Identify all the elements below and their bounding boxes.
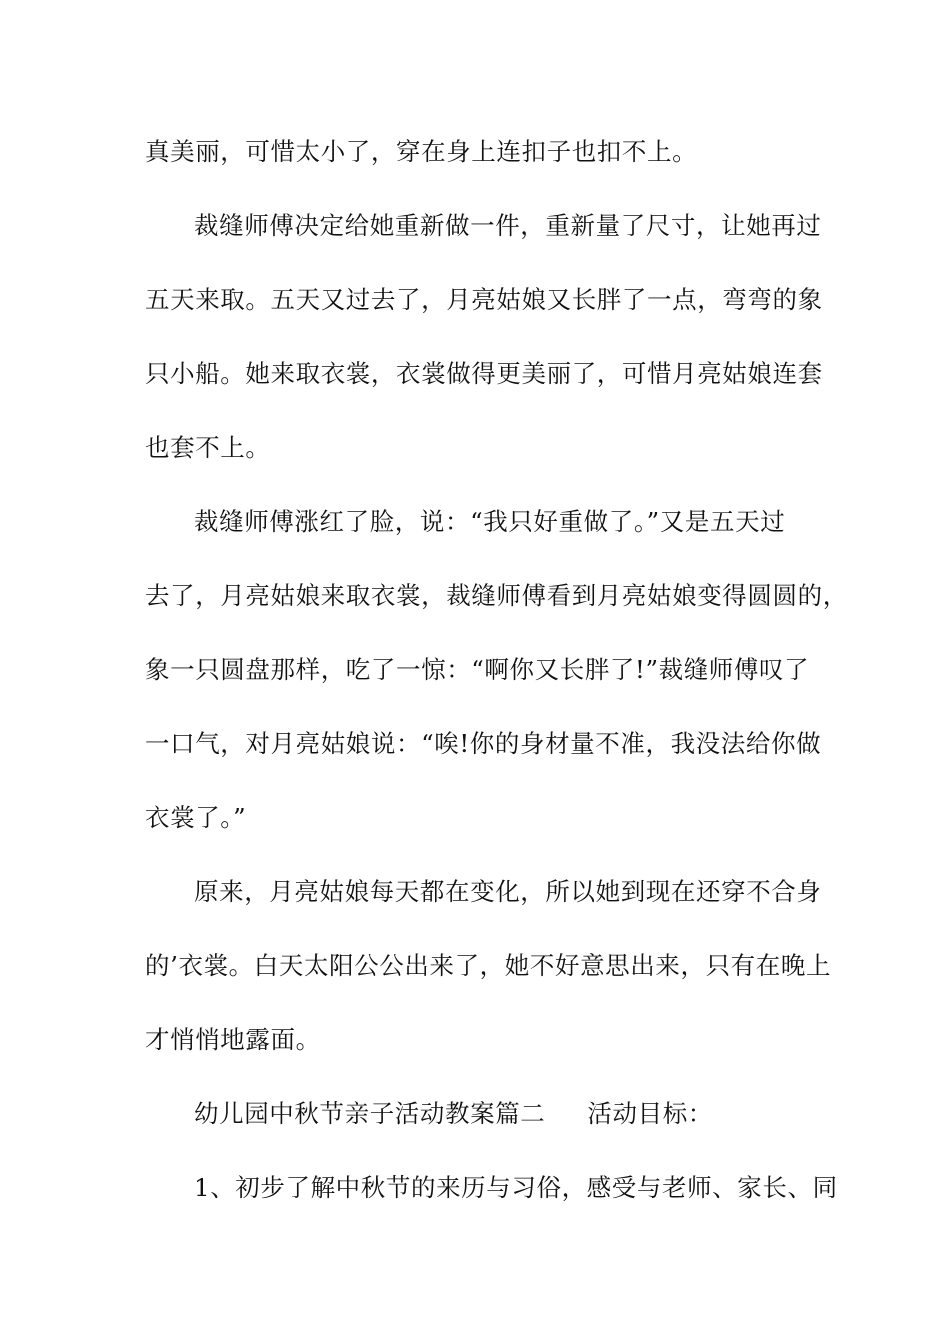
text-line-5: 也套不上。 <box>145 433 271 462</box>
section-heading <box>194 1099 894 1129</box>
text-line-8: 象一只圆盘那样，吃了一惊：“啊你又长胖了!”裁缝师傅叹了 <box>145 655 810 684</box>
text-line-2: 裁缝师傅决定给她重新做一件，重新量了尺寸，让她再过 <box>194 211 822 240</box>
section-subtitle: 活动目标： <box>587 1099 713 1128</box>
text-line-1: 真美丽，可惜太小了，穿在身上连扣子也扣不上。 <box>145 137 698 166</box>
text-line-12: 的’衣裳。白天太阳公公出来了，她不好意思出来，只有在晚上 <box>145 951 832 980</box>
text-line-3: 五天来取。五天又过去了，月亮姑娘又长胖了一点，弯弯的象 <box>145 285 823 314</box>
text-line-10: 衣裳了。” <box>145 803 247 832</box>
section-title: 幼儿园中秋节亲子活动教案篇二 <box>194 1099 546 1128</box>
text-line-11: 原来，月亮姑娘每天都在变化，所以她到现在还穿不合身 <box>194 877 822 906</box>
text-line-4: 只小船。她来取衣裳，衣裳做得更美丽了，可惜月亮姑娘连套 <box>145 359 823 388</box>
text-line-7: 去了，月亮姑娘来取衣裳，裁缝师傅看到月亮姑娘变得圆圆的， <box>145 581 848 610</box>
text-line-6: 裁缝师傅涨红了脸，说：“我只好重做了。”又是五天过 <box>194 507 786 536</box>
text-line-last: 1、初步了解中秋节的来历与习俗，感受与老师、家长、同 <box>194 1173 838 1202</box>
text-line-13: 才悄悄地露面。 <box>145 1025 321 1054</box>
text-line-9: 一口气，对月亮姑娘说：“唉!你的身材量不准，我没法给你做 <box>145 729 822 758</box>
